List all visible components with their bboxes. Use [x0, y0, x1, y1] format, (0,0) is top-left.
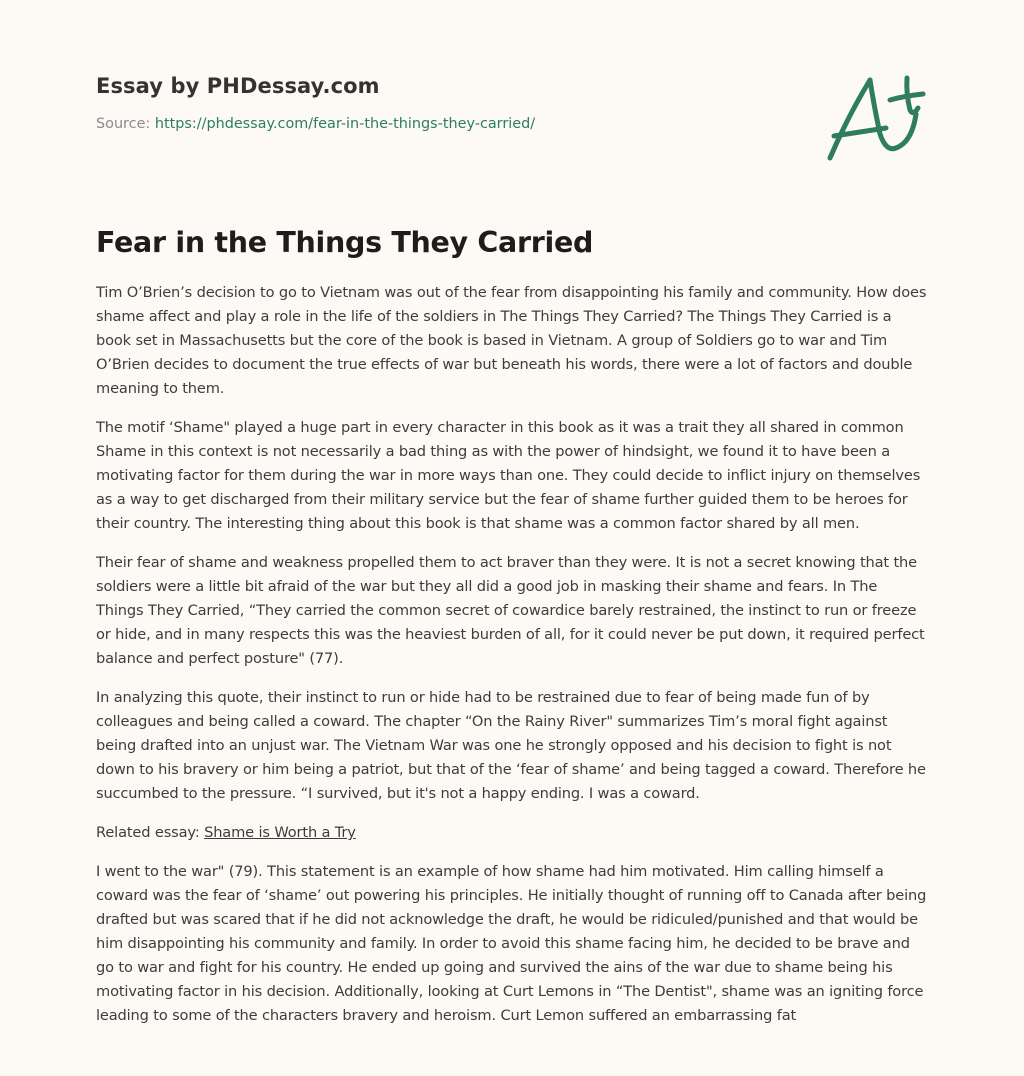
essay-paragraph: The motif ‘Shame" played a huge part in every character in this book as it was a trait they all shared in common Shame in this context is not necessarily a bad thing as with the power of hindsight, we found it to have been a motivating factor for them during the war in more ways than one. They could decide to inflict injury on themselves as a way to get discharged from their military service but the fear of shame further guided them to be heroes for their country. The interesting thing about this book is that shame was a common factor shared by all men. — [96, 419, 921, 532]
essay-content — [96, 226, 928, 1043]
essay-title: Fear in the Things They Carried — [96, 226, 594, 259]
related-essay-label: Related essay: — [96, 824, 205, 841]
related-essay-link[interactable]: Shame is Worth a Try — [204, 824, 356, 841]
related-essay — [96, 821, 928, 845]
source-line — [96, 116, 928, 132]
page-header — [96, 74, 928, 132]
essay-paragraph: In analyzing this quote, their instinct to run or hide had to be restrained due to fear of being made fun of by colleagues and being called a coward. The chapter “On the Rainy River" summarizes Tim’s moral fight against being drafted into an unjust war. The Vietnam War was one he strongly opposed and his decision to fight is not down to his bravery or him being a patriot, but that of the ‘fear of shame’ and being tagged a coward. Therefore he succumbed to the pressure. “I survived, but it's not a happy ending. I was a coward. — [96, 689, 926, 802]
essay-paragraph: I went to the war" (79). This statement is an example of how shame had him motivated. Him calling himself a coward was the fear of ‘shame’ out powering his principles. He initially thought of running off to Canada after being drafted but was scared that if he did not acknowledge the draft, he would be ridiculed/punished and that would be him disappointing his community and family. In order to avoid this shame facing him, he decided to be brave and go to war and fight for his country. He ended up going and survived the ains of the war due to shame being his motivating factor in his decision. Additionally, looking at Curt Lemons in “The Dentist", shame was an igniting force leading to some of the characters bravery and heroism. Curt Lemon suffered an embarrassing fat — [96, 863, 927, 1024]
site-title: Essay by PHDessay.com — [96, 74, 380, 98]
a-plus-grade-icon — [820, 66, 930, 166]
essay-paragraph: Tim O’Brien’s decision to go to Vietnam was out of the fear from disappointing his family and community. How does shame affect and play a role in the life of the soldiers in The Things They Carried? The Things They Carried is a book set in Massachusetts but the core of the book is based in Vietnam. A group of Soldiers go to war and Tim O’Brien decides to document the true effects of war but beneath his words, there were a lot of factors and double meaning to them. — [96, 284, 927, 397]
source-label: Source: — [96, 116, 155, 132]
source-link[interactable]: https://phdessay.com/fear-in-the-things-they-carried/ — [154, 116, 536, 132]
essay-paragraph: Their fear of shame and weakness propelled them to act braver than they were. It is not a secret knowing that the soldiers were a little bit afraid of the war but they all did a good job in masking their shame and fears. In The Things They Carried, “They carried the common secret of cowardice barely restrained, the instinct to run or freeze or hide, and in many respects this was the heaviest burden of all, for it could never be put down, it required perfect balance and perfect posture" (77). — [96, 554, 925, 667]
